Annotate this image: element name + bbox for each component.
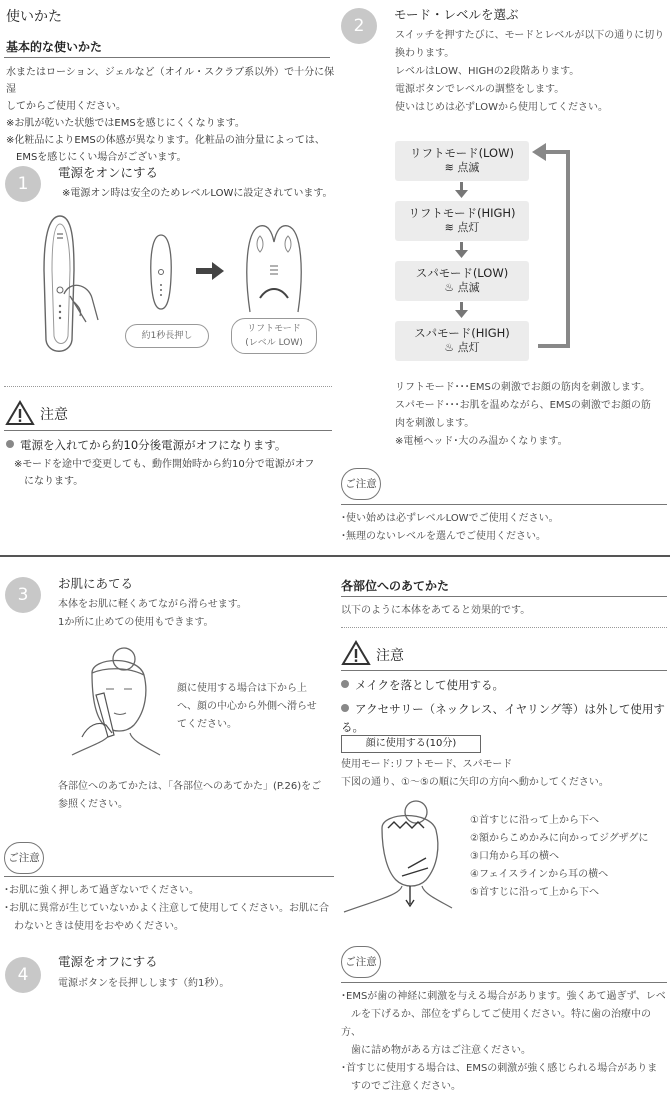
step-3-badge: 3 xyxy=(5,577,41,613)
parts-caution-bullet-2: アクセサリー（ネックレス、イヤリング等）は外して使用する。 xyxy=(341,702,665,734)
step-3-reference: 各部位へのあてかたは、「各部位へのあてかた」(P.26)をご 参照ください。 xyxy=(58,781,322,810)
caution-bullet: 電源を入れてから約10分後電源がオフになります。 xyxy=(6,436,286,454)
caution-title: 注意 xyxy=(40,407,68,423)
step-3-title: お肌にあてる xyxy=(58,576,134,591)
mode-box-spa-high: スパモード(HIGH) ♨ 点灯 xyxy=(395,321,529,361)
mode-label: リフトモード (レベル LOW) xyxy=(231,318,317,354)
face-massage-illustration xyxy=(52,645,164,763)
chuui-badge-top-right: ご注意 xyxy=(341,468,381,500)
device-front-illustration xyxy=(146,232,176,312)
section-heading: 基本的な使いかた xyxy=(6,40,103,54)
parts-heading-rule xyxy=(341,596,667,597)
bullet-dot xyxy=(6,440,14,448)
mode-box-lift-low: リフトモード(LOW) ≋ 点滅 xyxy=(395,141,529,181)
chuui-badge-bottom-left: ご注意 xyxy=(4,842,44,874)
face-usage-text: 使用モード:リフトモード、スパモード 下図の通り、①～⑤の順に矢印の方向へ動かしてください。 xyxy=(341,759,609,788)
chuui-rule-bottom-right xyxy=(341,982,667,983)
face-usage-box: 顔に使用する(10分) xyxy=(341,735,481,753)
bullet-dot xyxy=(341,680,349,688)
press-label: 約1秒長押し xyxy=(125,324,209,348)
mode-descriptions: リフトモード･･･EMSの刺激でお顔の筋肉を刺激します。 スパモード･･･お肌を温めながら、EMSの刺激でお顔の筋 肉を刺激します。 ※電極ヘッド･大のみ温かくなります。 xyxy=(395,382,651,447)
parts-dotted-divider xyxy=(341,627,667,628)
caution-subnote: ※モードを途中で変更しても、動作開始時から約10分で電源がオフ になります。 xyxy=(14,459,315,487)
step-3-face-text: 顔に使用する場合は下から上 へ、顔の中心から外側へ滑らせ てください。 xyxy=(177,683,317,730)
warning-icon xyxy=(341,640,371,666)
mode-box-lift-high: リフトモード(HIGH) ≋ 点灯 xyxy=(395,201,529,241)
chuui-rule-bottom-left xyxy=(4,876,334,877)
step-1-note: ※電源オン時は安全のためレベルLOWに設定されています。 xyxy=(62,188,333,199)
parts-caution-rule xyxy=(341,670,667,671)
device-head-illustration xyxy=(242,222,306,314)
dotted-divider xyxy=(4,386,332,387)
warning-icon xyxy=(5,400,35,426)
face-zone-illustration xyxy=(340,798,456,916)
arrow-right-icon xyxy=(196,262,224,280)
face-steps: ①首すじに沿って上から下へ ②額からこめかみに向かってジグザグに ③口角から耳の横へ ④フェイスラインから耳の横へ ⑤首すじに沿って上から下へ xyxy=(470,815,649,898)
step-4-badge: 4 xyxy=(5,957,41,993)
parts-heading: 各部位へのあてかた xyxy=(341,579,450,593)
step-4-text: 電源ボタンを長押しします（約1秒）。 xyxy=(58,978,230,989)
spa-icon: ♨ xyxy=(444,341,458,354)
chuui-rule-top-right xyxy=(341,504,667,505)
step-1-badge: 1 xyxy=(5,166,41,202)
page-title: 使いかた xyxy=(6,9,62,25)
intro-text: 水またはローション、ジェルなど（オイル・スクラブ系以外）で十分に保湿 してからご使用ください。 ※お肌が乾いた状態ではEMSを感じにくくなります。 ※化粧品によりEMSの体感が異なります。化粧品の油分量によっては、 EMSを感じにくい場合がございます。 xyxy=(6,67,335,163)
page-divider xyxy=(0,555,670,557)
parts-caution-title: 注意 xyxy=(376,648,404,664)
step-2-title: モード・レベルを選ぶ xyxy=(394,7,519,22)
step-2-text: スイッチを押すたびに、モードとレベルが以下の通りに切り 換わります。 レベルはLOW、HIGHの2段階あります。 電源ボタンでレベルの調整をします。 使いはじめは必ずLOWから使用してください。 xyxy=(395,30,665,113)
mode-cycle-arrows xyxy=(440,140,580,350)
step-1-title: 電源をオンにする xyxy=(58,165,159,180)
lift-icon: ≋ xyxy=(444,221,458,234)
bullet-dot xyxy=(341,704,349,712)
spa-icon: ♨ xyxy=(444,281,458,294)
step-2-badge: 2 xyxy=(341,8,377,44)
heading-rule xyxy=(4,57,330,58)
caution-rule xyxy=(4,430,332,431)
step-3-text: 本体をお肌に軽くあてながら滑らせます。 1か所に止めての使用もできます。 xyxy=(58,599,247,628)
step-4-title: 電源をオフにする xyxy=(58,954,158,969)
mode-box-spa-low: スパモード(LOW) ♨ 点滅 xyxy=(395,261,529,301)
chuui-badge-bottom-right: ご注意 xyxy=(341,946,381,978)
parts-intro: 以下のように本体をあてると効果的です。 xyxy=(341,605,531,616)
chuui-text-bottom-right: ･EMSが歯の神経に刺激を与える場合があります。強くあて過ぎず、レベ ルを下げるか、部位をずらしてご使用ください。特に歯の治療中の方、 歯に詰め物がある方はご注意ください。 ･首すじに使用する場合は、EMSの刺激が強く感じられる場合がありま すのでご注意ください。 xyxy=(341,991,666,1092)
chuui-text-bottom-left: ･お肌に強く押しあて過ぎないでください。 ･お肌に異常が生じていないかよく注意して使用してください。お肌に合 わないときは使用をおやめください。 xyxy=(4,885,329,932)
parts-caution-bullet-1: メイクを落として使用する。 xyxy=(341,676,504,694)
lift-icon: ≋ xyxy=(444,161,458,174)
chuui-text-top-right: ･使い始めは必ずレベルLOWでご使用ください。 ･無理のないレベルを選んでご使用ください。 xyxy=(341,513,559,542)
device-hand-illustration xyxy=(30,210,105,360)
